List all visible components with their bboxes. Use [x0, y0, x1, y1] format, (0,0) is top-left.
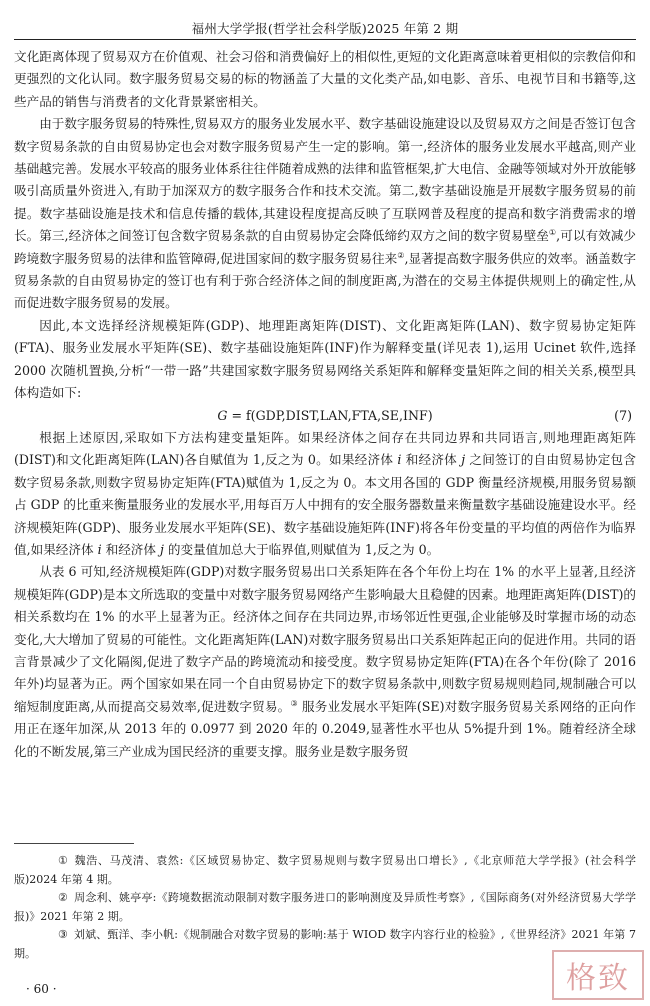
footnote-ref-1[interactable]: ①: [548, 228, 557, 238]
formula-number: (7): [614, 407, 632, 423]
formula-lhs: G: [217, 407, 228, 423]
footnotes: [14, 852, 636, 963]
paragraph-matrix-construction: 根据上述原因,采取如下方法构建变量矩阵。如果经济体之间存在共同边界和共同语言,则地理距离矩阵(DIST)和文化距离矩阵(LAN)各自赋值为 1,反之为 0。如果经济体 i 和经济体 j 之间签订的自由贸易协定包含数字贸易条款,则数字贸易协定矩阵(FTA)赋值为 1,反之为 0。本文用各国的 GDP 衡量经济规模,用服务贸易额占 GDP 的比重来衡量服务业的发展水平,用每百万人中拥有的安全服务器数量来衡量数字基础设施建设水平。经济规模矩阵(GDP)、服务业发展水平矩阵(SE)、数字基础设施矩阵(INF)将各年份变量的平均值的两倍作为临界值,如果经济体 i 和经济体 j 的变量值加总大于临界值,则赋值为 1,反之为 0。: [14, 429, 636, 557]
footnote-1: ① 魏浩、马茂清、袁然:《区域贸易协定、数字贸易规则与数字贸易出口增长》,《北京师范大学学报》(社会科学版)2024 年第 4 期。: [14, 854, 636, 886]
paragraph-variable-selection: 因此,本文选择经济规模矩阵(GDP)、地理距离矩阵(DIST)、文化距离矩阵(LAN)、数字贸易协定矩阵(FTA)、服务业发展水平矩阵(SE)、数字基础设施矩阵(INF)作为解释变量(详见表 1),运用 Ucinet 软件,选择 2000 次随机置换,分析“一带一路”共建国家数字服务贸易网络关系矩阵和解释变量矩阵之间的相关关系,模型具体构造如下:: [14, 317, 636, 401]
footnote-ref-3[interactable]: ③: [290, 698, 298, 708]
page-number: · 60 ·: [26, 982, 57, 996]
journal-header: 福州大学学报(哲学社会科学版)2025 年第 2 期: [191, 21, 459, 36]
footnote-3: ③ 刘斌、甄洋、李小帆:《规制融合对数字贸易的影响:基于 WIOD 数字内容行业的检验》,《世界经济》2021 年第 7 期。: [14, 928, 636, 960]
page-header: [0, 0, 650, 40]
formula-expression: = f(GDP,DIST,LAN,FTA,SE,INF): [227, 407, 433, 423]
model-formula: [14, 405, 636, 427]
footnote-rule: [14, 843, 134, 844]
paragraph-digital-service-factors: 由于数字服务贸易的特殊性,贸易双方的服务业发展水平、数字基础设施建设以及贸易双方之间是否签订包含数字贸易条款的自由贸易协定也会对数字服务贸易产生一定的影响。第一,经济体的服务业发展水平越高,则产业基础越完善。发展水平较高的服务业体系往往伴随着成熟的法律和监管框架,扩大电信、金融等领域对外开放能够吸引高质量外资进入,有助于加深双方的数字服务合作和技术交流。第二,数字基础设施是开展数字服务贸易的前提。数字基础设施是技术和信息传播的载体,其建设程度提高反映了互联网普及程度的提高和数字消费需求的增长。第三,经济体之间签订包含数字贸易条款的自由贸易协定会降低缔约双方之间的数字贸易壁垒①,可以有效减少跨境数字服务贸易的法律和监管障碍,促进国家间的数字服务贸易往来②,显著提高数字服务供应的效率。涵盖数字贸易条款的自由贸易协定的签订也有利于弥合经济体之间的制度距离,为潜在的交易主体提供规则上的确定性,从而促进数字服务贸易的发展。: [14, 116, 636, 311]
paragraph-results: 从表 6 可知,经济规模矩阵(GDP)对数字服务贸易出口关系矩阵在各个年份上均在 1% 的水平上显著,且经济规模矩阵(GDP)是本文所选取的变量中对数字服务贸易网络产生影响最大且稳健的因素。地理距离矩阵(DIST)的相关系数均在 1% 的水平上显著为正。经济体之间存在共同边界,市场邻近性更强,企业能够及时掌握市场的动态变化,大大增加了贸易的可能性。文化距离矩阵(LAN)对数字服务贸易出口关系矩阵起正向的促进作用。共同的语言背景减少了文化隔阂,促进了数字产品的跨境流动和接受度。数字贸易协定矩阵(FTA)在各个年份(除了 2016 年外)均显著为正。两个国家如果在同一个自由贸易协定下的数字贸易条款中,则数字贸易规则趋同,规制融合可以缩短制度距离,从而提高交易效率,促进数字贸易。③ 服务业发展水平矩阵(SE)对数字服务贸易关系网络的正向作用正在逐年加深,从 2013 年的 0.0977 到 2020 年的 0.2049,显著性水平也从 5%提升到 1%。随着经济全球化的不断发展,第三产业成为国民经济的重要支撑。服务业是数字服务贸: [14, 564, 637, 759]
footnote-2: ② 周念利、姚亭亭:《跨境数据流动限制对数字服务进口的影响测度及异质性考察》,《国际商务(对外经济贸易大学学报)》2021 年第 2 期。: [14, 891, 636, 923]
watermark-stamp: 格致: [552, 950, 644, 1000]
paragraph-culture-distance: 文化距离体现了贸易双方在价值观、社会习俗和消费偏好上的相似性,更短的文化距离意味着更相似的宗教信仰和更强烈的文化认同。数字服务贸易交易的标的物涵盖了大量的文化类产品,如电影、音乐、电视节目和书籍等,这些产品的销售与消费者的文化背景紧密相关。: [14, 49, 636, 109]
article-body: [14, 46, 636, 763]
header-rule: [14, 39, 636, 40]
footnote-ref-2[interactable]: ②: [397, 250, 405, 260]
